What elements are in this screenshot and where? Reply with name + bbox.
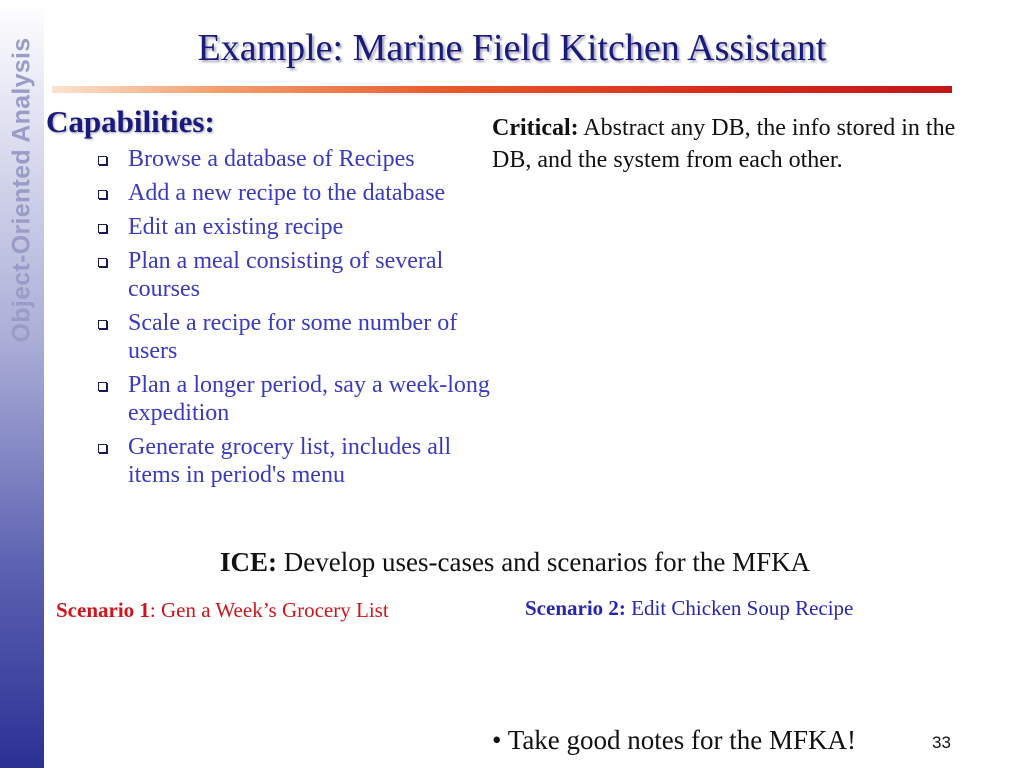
critical-label: Critical: — [492, 115, 579, 141]
page-number: 33 — [932, 733, 951, 752]
scenario-one — [56, 598, 389, 623]
title-divider — [52, 86, 952, 93]
ice-text: Develop uses-cases and scenarios for the MFKA — [277, 547, 811, 577]
capability-text: Edit an existing recipe — [128, 214, 344, 240]
square-bullet-icon — [98, 258, 107, 267]
sidebar-band — [0, 0, 44, 768]
scenario-two — [525, 596, 853, 621]
ice-label: ICE: — [220, 547, 278, 577]
scenario-one-label: Scenario 1 — [56, 598, 150, 622]
square-bullet-icon — [98, 190, 107, 199]
capability-item — [96, 179, 496, 207]
capability-text: Scale a recipe for some number of users — [128, 310, 458, 364]
scenario-two-text: Edit Chicken Soup Recipe — [625, 596, 854, 620]
capability-item — [96, 213, 496, 241]
scenario-two-label: Scenario 2: — [525, 596, 626, 620]
capabilities-heading: Capabilities: — [46, 104, 215, 139]
square-bullet-icon — [98, 224, 107, 233]
capability-text: Add a new recipe to the database — [128, 180, 446, 206]
ice-exercise — [220, 547, 810, 578]
capability-text: Browse a database of Recipes — [128, 146, 415, 172]
square-bullet-icon — [98, 444, 107, 453]
square-bullet-icon — [98, 320, 107, 329]
capability-item — [96, 371, 496, 427]
sidebar-course-label: Object-Oriented Analysis — [7, 37, 36, 343]
capabilities-list — [96, 145, 496, 495]
critical-text: Abstract any DB, the info stored in the DB, and the system from each other. — [492, 115, 956, 173]
capability-item — [96, 433, 496, 489]
scenario-one-text: : Gen a Week’s Grocery List — [149, 598, 389, 622]
capability-item — [96, 309, 496, 365]
square-bullet-icon — [98, 382, 107, 391]
capability-item — [96, 247, 496, 303]
capability-text: Generate grocery list, includes all items in period's menu — [128, 434, 452, 488]
capability-text: Plan a meal consisting of several courses — [128, 248, 444, 302]
capability-item — [96, 145, 496, 173]
slide-title: Example: Marine Field Kitchen Assistant — [197, 27, 827, 69]
notes-reminder: • Take good notes for the MFKA! — [492, 725, 857, 755]
square-bullet-icon — [98, 156, 107, 165]
capability-text: Plan a longer period, say a week-long expedition — [128, 372, 490, 426]
critical-note — [492, 112, 992, 176]
